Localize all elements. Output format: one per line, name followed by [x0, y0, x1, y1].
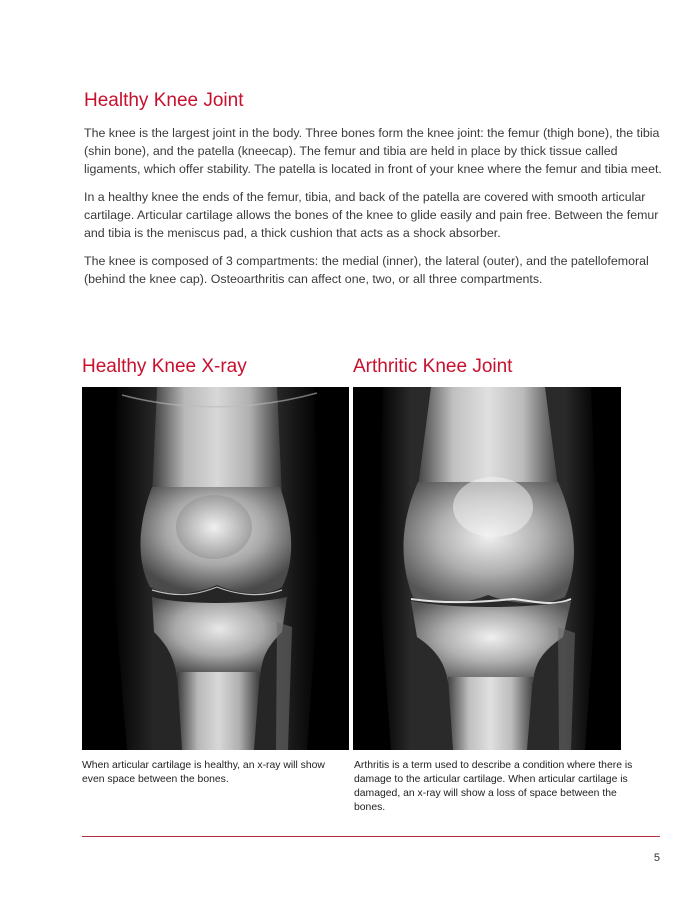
page-number: 5 [653, 852, 660, 864]
arthritic-xray-caption: Arthritis is a term used to describe a condition where there is damage to the articular cartilage. When articular cartilage is damaged, an x-ray will show a loss of space between the bones. [354, 760, 633, 813]
paragraph-knee-anatomy: The knee is the largest joint in the body. Three bones form the knee joint: the femur (thigh bone), the tibia (shin bone), and the patella (kneecap). The femur and tibia are held in place by thick tissue called ligaments, which offer stability. The patella is located in front of your knee where the femur and tibia meet. [84, 126, 662, 176]
paragraph-cartilage: In a healthy knee the ends of the femur, tibia, and back of the patella are covered with smooth articular cartilage. Articular cartilage allows the bones of the knee to glide easily and pain free. Between the femur and tibia is the meniscus pad, a thick cushion that acts as a shock absorber. [84, 190, 659, 240]
healthy-xray-caption: When articular cartilage is healthy, an x-ray will show even space between the bones. [82, 760, 325, 785]
arthritic-knee-xray-image [353, 387, 621, 750]
intro-text [84, 124, 664, 298]
arthritic-xray-title: Arthritic Knee Joint [353, 356, 513, 377]
footer-divider [82, 836, 660, 837]
paragraph-compartments: The knee is composed of 3 compartments: the medial (inner), the lateral (outer), and the patellofemoral (behind the knee cap). Osteoarthritis can affect one, two, or all three compartments. [84, 254, 649, 286]
section-title: Healthy Knee Joint [84, 90, 244, 111]
healthy-xray-title: Healthy Knee X-ray [82, 356, 247, 377]
healthy-knee-xray-image [82, 387, 349, 750]
